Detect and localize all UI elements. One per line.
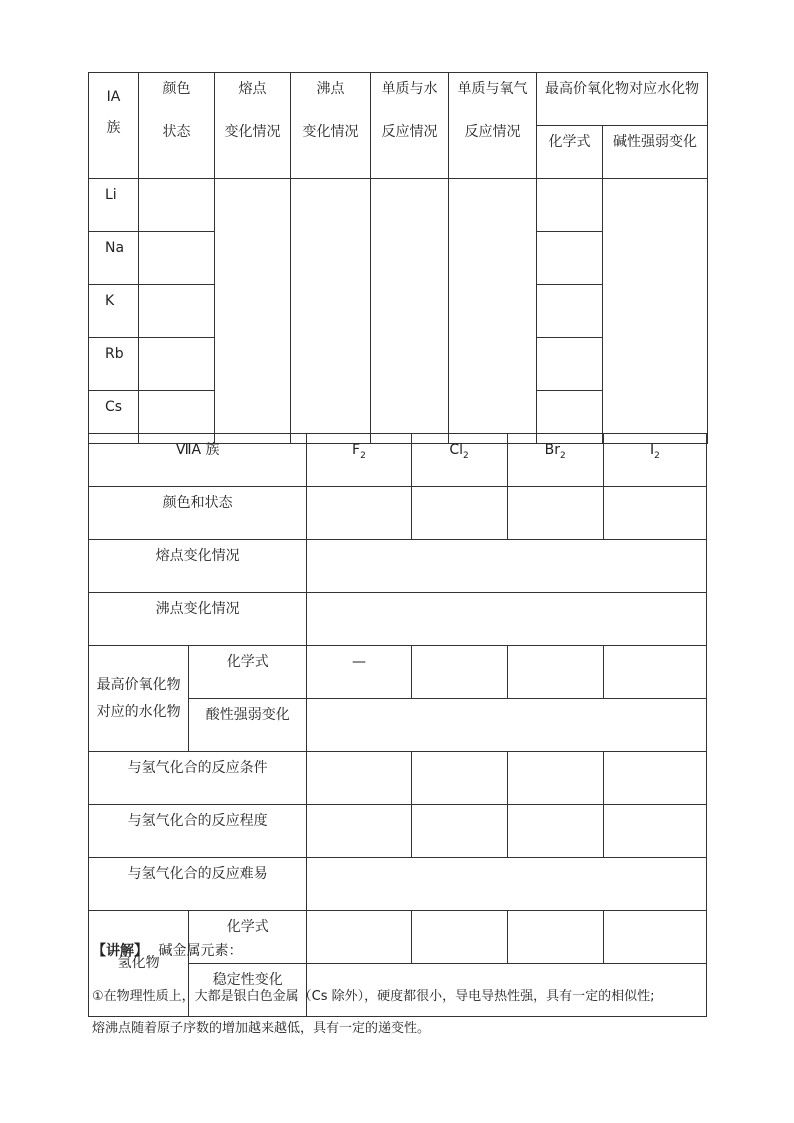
row-label-formula: 化学式 <box>189 646 307 699</box>
row-label-mp: 熔点变化情况 <box>89 540 307 593</box>
element-k: K <box>89 285 139 338</box>
table-row <box>89 858 707 911</box>
cell-blank <box>449 179 537 444</box>
oxygen-header-line2: 反应情况 <box>464 123 521 140</box>
row-label-hydride: 氢化物 <box>89 911 189 1017</box>
mp-header <box>215 73 291 179</box>
explanation-title: 碱金属元素： <box>158 943 243 959</box>
color-state-header <box>139 73 215 179</box>
row-label-oxide-hydrate <box>89 646 189 752</box>
cell-blank <box>139 285 215 338</box>
explanation-line1: ①在物理性质上，大都是银白色金属（Cs 除外），硬度都很小，导电导热性强，具有一定的相似性; <box>92 989 655 1004</box>
basicity-header: 碱性强弱变化 <box>603 126 708 179</box>
formula-symbol: Cl <box>449 442 464 458</box>
halogen-table <box>88 433 707 1017</box>
group-ia-suffix: 族 <box>106 119 121 136</box>
explanation-heading <box>92 940 242 960</box>
formula-header: 化学式 <box>537 126 603 179</box>
row-label-color-state: 颜色和状态 <box>89 487 307 540</box>
cell-blank <box>537 232 603 285</box>
formula-symbol: F <box>352 442 361 458</box>
cell-blank <box>215 179 291 444</box>
oxide-label-line2: 对应的水化物 <box>96 703 181 720</box>
formula-symbol: I <box>649 442 655 458</box>
col-f2 <box>307 434 411 487</box>
cell-blank <box>603 646 706 699</box>
cell-blank <box>139 232 215 285</box>
cell-blank <box>603 487 706 540</box>
oxygen-reaction-header <box>449 73 537 179</box>
table-row <box>89 487 707 540</box>
cell-blank <box>307 540 707 593</box>
table-row <box>89 805 707 858</box>
cell-blank <box>307 487 411 540</box>
formula-subscript: 2 <box>654 450 660 461</box>
cell-blank <box>411 911 507 964</box>
cell-blank <box>139 179 215 232</box>
oxide-label-line1: 最高价氧化物 <box>96 676 181 693</box>
element-rb: Rb <box>89 338 139 391</box>
cell-blank <box>507 752 603 805</box>
row-label-acidity: 酸性强弱变化 <box>189 699 307 752</box>
row-label-h2-difficulty: 与氢气化合的反应难易 <box>89 858 307 911</box>
col-br2 <box>507 434 603 487</box>
col-cl2 <box>411 434 507 487</box>
bp-header <box>291 73 371 179</box>
cell-blank <box>411 646 507 699</box>
mp-header-line1: 熔点 <box>238 81 267 97</box>
cell-blank <box>411 487 507 540</box>
table-row <box>89 752 707 805</box>
cell-blank <box>603 179 708 444</box>
water-header-line2: 反应情况 <box>381 123 438 140</box>
cell-blank <box>307 593 707 646</box>
cell-blank <box>307 911 411 964</box>
cell-blank <box>291 179 371 444</box>
color-header-line2: 状态 <box>162 123 191 140</box>
table-row <box>89 646 707 699</box>
cell-blank <box>507 911 603 964</box>
row-label-stability: 稳定性变化 <box>189 964 307 1017</box>
row-label-bp: 沸点变化情况 <box>89 593 307 646</box>
element-na: Na <box>89 232 139 285</box>
row-label-h2-degree: 与氢气化合的反应程度 <box>89 805 307 858</box>
water-reaction-header <box>371 73 449 179</box>
cell-blank <box>307 752 411 805</box>
cell-f-formula: — <box>307 646 411 699</box>
cell-blank <box>537 338 603 391</box>
group-ia-header <box>89 73 139 179</box>
formula-subscript: 2 <box>360 450 366 461</box>
cell-blank <box>139 338 215 391</box>
cell-blank <box>603 752 706 805</box>
cell-blank <box>411 752 507 805</box>
formula-subscript: 2 <box>560 450 566 461</box>
cell-blank <box>603 911 706 964</box>
cell-blank <box>507 805 603 858</box>
mp-header-line2: 变化情况 <box>224 123 281 140</box>
formula-symbol: Br <box>544 442 561 458</box>
row-label-h2-condition: 与氢气化合的反应条件 <box>89 752 307 805</box>
row-label-hydride-formula: 化学式 <box>189 911 307 964</box>
table-row <box>89 593 707 646</box>
cell-blank <box>507 646 603 699</box>
cell-blank <box>507 487 603 540</box>
bp-header-line2: 变化情况 <box>302 123 359 140</box>
explanation-tag: 【讲解】 <box>92 943 148 959</box>
table-row <box>89 179 708 232</box>
cell-blank <box>307 699 707 752</box>
oxygen-header-line1: 单质与氧气 <box>457 81 528 97</box>
alkali-metal-table <box>88 72 708 444</box>
cell-blank <box>537 179 603 232</box>
cell-blank <box>371 179 449 444</box>
col-i2 <box>603 434 706 487</box>
element-cs: Cs <box>89 391 139 444</box>
table-row <box>89 540 707 593</box>
cell-blank <box>537 285 603 338</box>
group-ia-label: ⅠA <box>106 89 121 105</box>
cell-blank <box>307 858 707 911</box>
explanation-line2: 熔沸点随着原子序数的增加越来越低，具有一定的递变性。 <box>92 1021 431 1036</box>
cell-blank <box>603 805 706 858</box>
formula-subscript: 2 <box>463 450 469 461</box>
color-header-line1: 颜色 <box>162 81 191 97</box>
bp-header-line1: 沸点 <box>316 81 345 97</box>
element-li: Li <box>89 179 139 232</box>
cell-blank <box>307 805 411 858</box>
water-header-line1: 单质与水 <box>381 81 438 97</box>
hydroxide-header: 最高价氧化物对应水化物 <box>537 73 708 126</box>
group-viia-header: ⅦA 族 <box>89 434 307 487</box>
cell-blank <box>411 805 507 858</box>
